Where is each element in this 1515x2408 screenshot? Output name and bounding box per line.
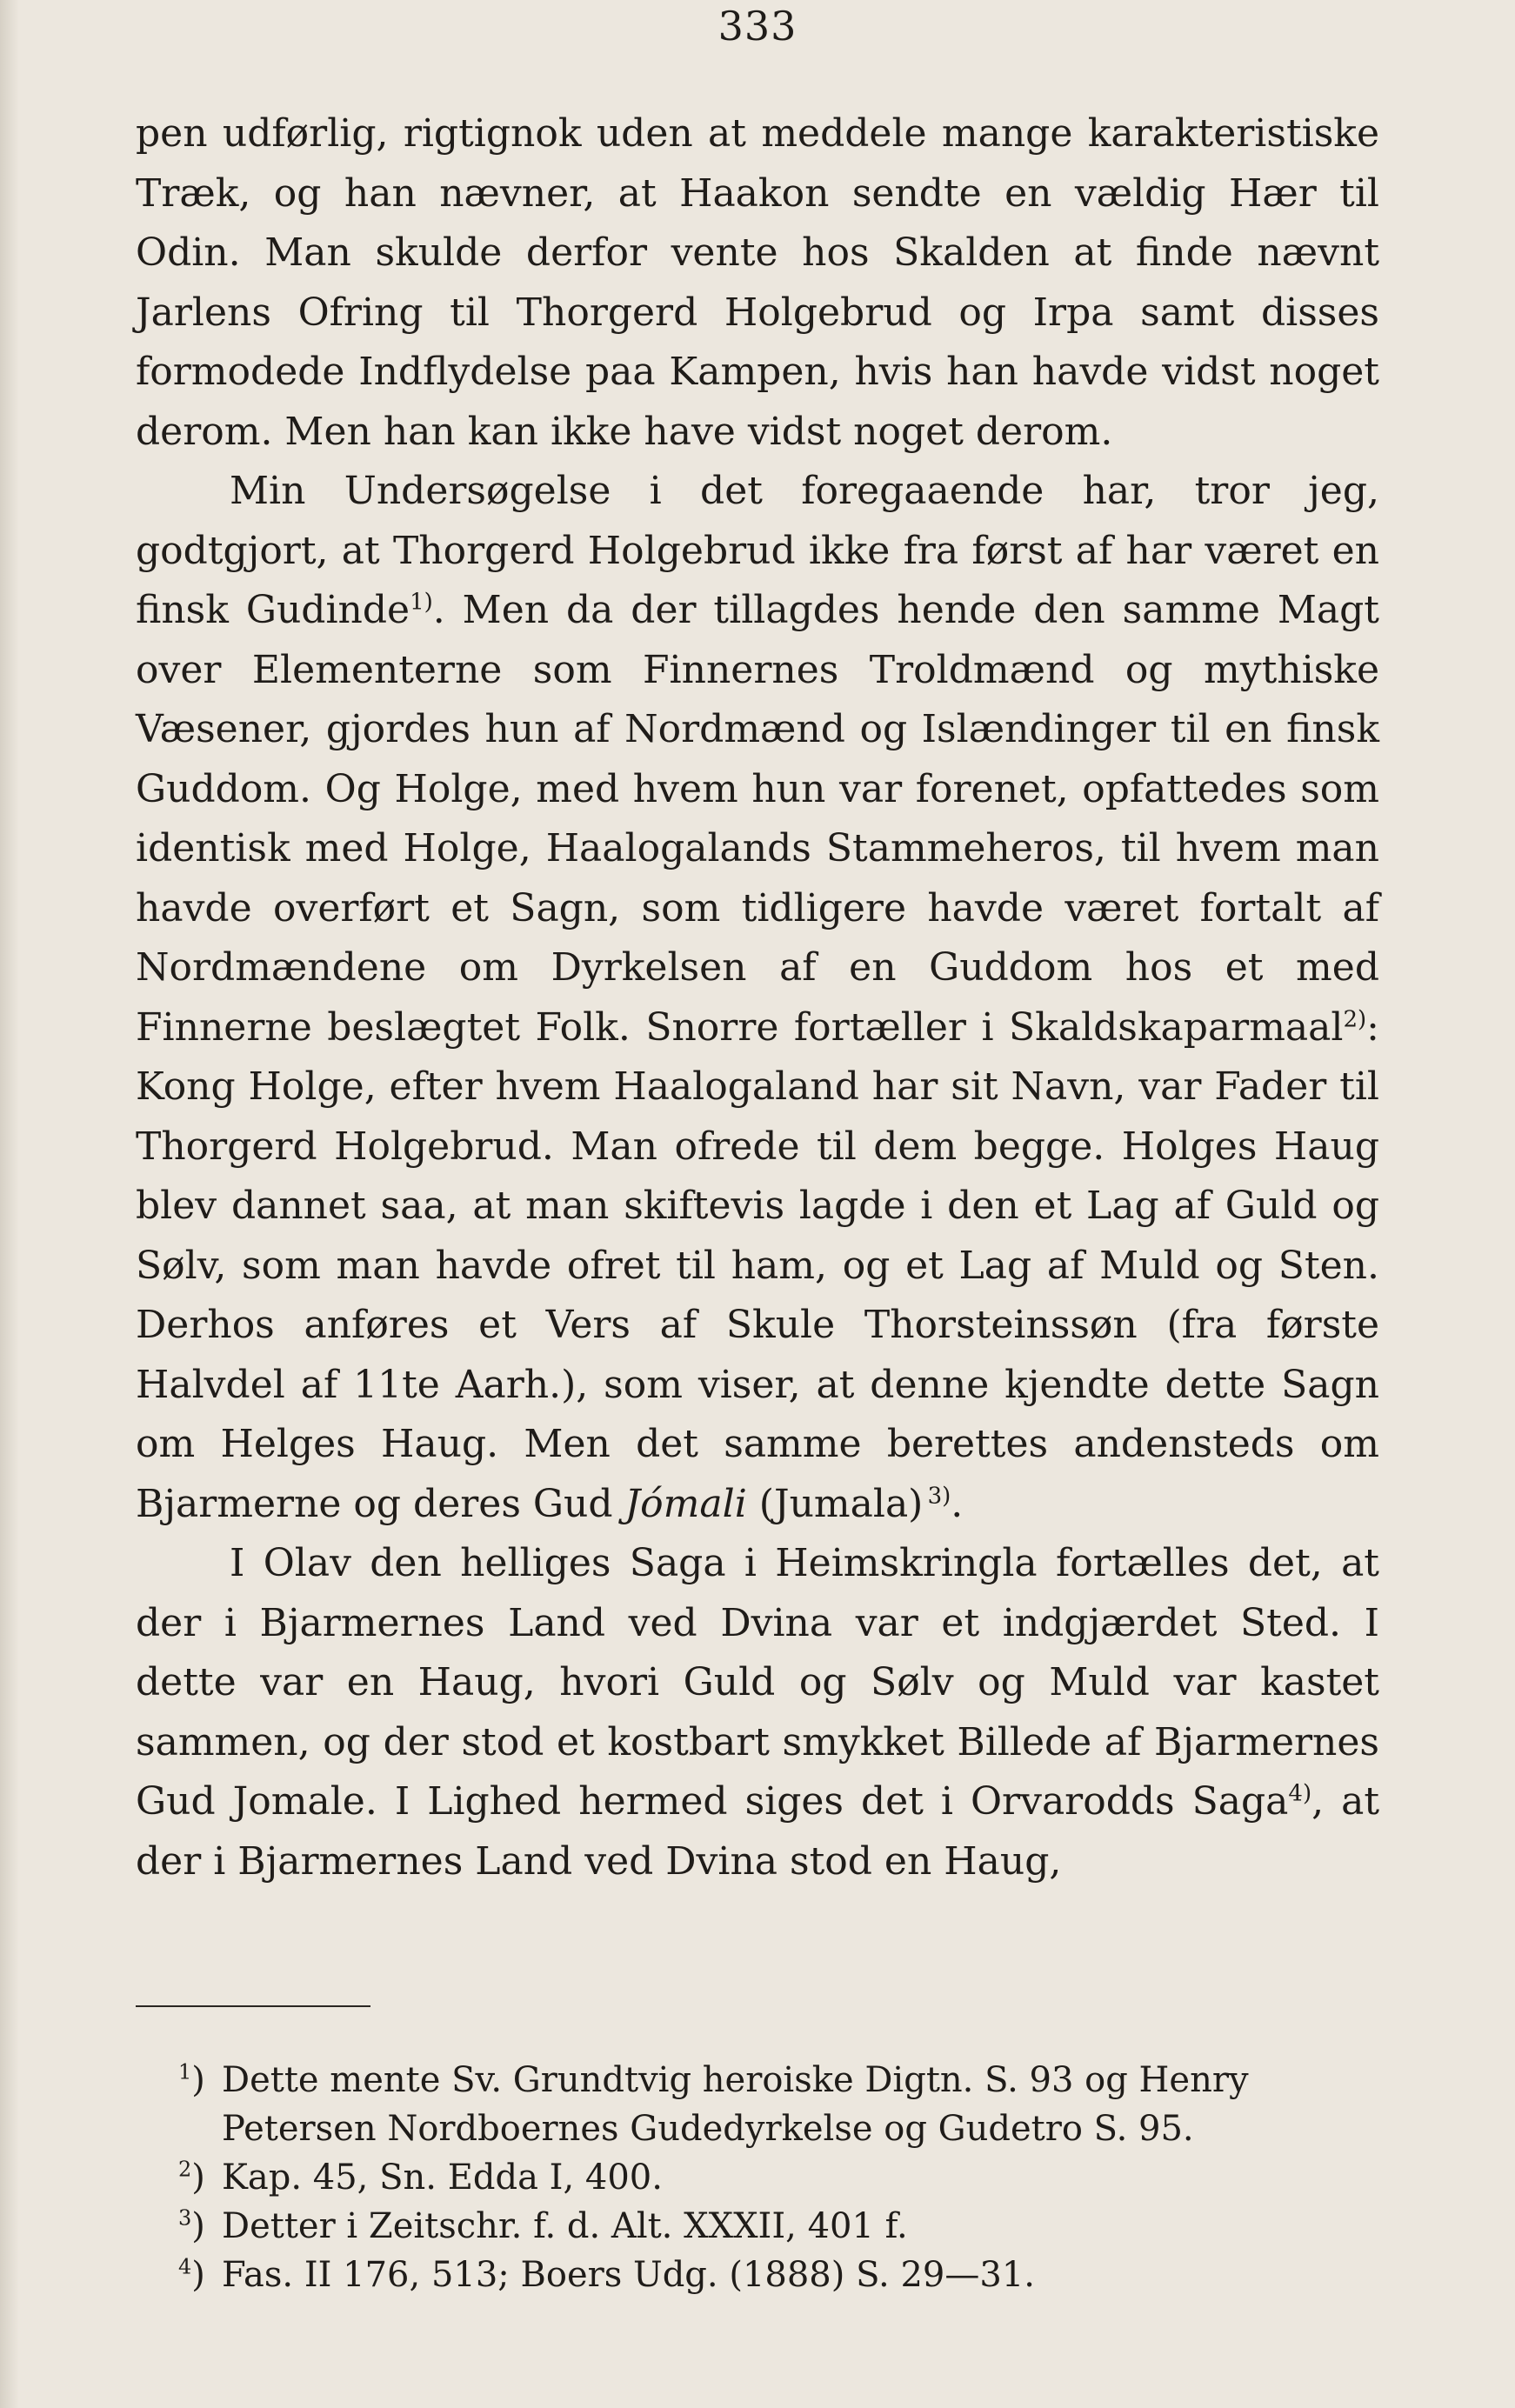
- footnote-text-3: Detter i Zeitschr. f. d. Alt. XXXII, 401 f.: [222, 2206, 908, 2246]
- paragraph-2-part-b: . Men da der tillagdes hende den samme Magt over Elementerne som Finnernes Troldmænd og mythiske Væsener, gjordes hun af Nordmænd og Islændinger til en finsk Guddom. Og Holge, med hvem hun var forenet, opfattedes som identisk med Holge, Haalogalands Stammeheros, til hvem man havde overført et Sagn, som tidligere havde været fortalt af Nordmændene om Dyrkelsen af en Guddom hos et med Finnerne beslægtet Folk. Snorre fortæller i Skaldskaparmaal: [136, 588, 1379, 1050]
- paragraph-2-part-c: : Kong Holge, efter hvem Haalogaland har sit Navn, var Fader til Thorgerd Holgebrud. Man ofrede til dem begge. Holges Haug blev dannet saa, at man skiftevis lagde i den et Lag af Guld og Sølv, som man havde ofret til ham, og et Lag af Muld og Sten. Derhos anføres et Vers af Skule Thorsteinssøn (fra første Halvdel af 11te Aarh.), som viser, at denne kjendte dette Sagn om Helges Haug. Men det samme berettes andensteds om Bjarmerne og deres Gud: [136, 1004, 1379, 1526]
- paragraph-3-part-b: , at der i Bjarmernes Land ved Dvina stod en Haug,: [136, 1779, 1379, 1884]
- footnote-ref-4: 4): [1288, 1780, 1312, 1807]
- paragraph-2: [136, 462, 1379, 1534]
- footnote-4: [178, 2251, 1378, 2299]
- footnote-2: [178, 2153, 1378, 2202]
- footnote-1: [178, 2056, 1378, 2153]
- paragraph-2-part-e: .: [951, 1481, 964, 1526]
- footnote-text-1: Dette mente Sv. Grundtvig heroiske Digtn. S. 93 og Henry Petersen Nordboernes Gudedyrkelse og Gudetro S. 95.: [222, 2060, 1249, 2149]
- footnote-3: [178, 2202, 1378, 2251]
- footnote-ref-1: 1): [410, 589, 433, 616]
- footnotes: [178, 2056, 1378, 2299]
- italic-word-jomali: Jómali: [624, 1481, 747, 1526]
- footnote-mark-2: $^2$): [178, 2157, 205, 2198]
- paragraph-3-part-a: I Olav den helliges Saga i Heimskringla fortælles det, at der i Bjarmernes Land ved Dvina var et indgjærdet Sted. I dette var en Haug, hvori Guld og Sølv og Muld var kastet sammen, og der stod et kostbart smykket Billede af Bjarmernes Gud Jomale. I Lighed hermed siges det i Orvarodds Saga: [136, 1541, 1379, 1824]
- footnote-ref-3: 3): [927, 1482, 951, 1509]
- footnote-mark-4: $^4$): [178, 2254, 205, 2295]
- paragraph-1: pen udførlig, rigtignok uden at meddele mange karakteristiske Træk, og han nævner, at Haakon sendte en vældig Hær til Odin. Man skulde derfor vente hos Skalden at finde nævnt Jarlens Ofring til Thorgerd Holgebrud og Irpa samt disses formodede Indflydelse paa Kampen, hvis han havde vidst noget derom. Men han kan ikke have vidst noget derom.: [136, 111, 1379, 454]
- body-text: [136, 104, 1379, 1891]
- page-number: 333: [717, 3, 798, 50]
- paragraph-3: [136, 1534, 1379, 1891]
- footnote-text-4: Fas. II 176, 513; Boers Udg. (1888) S. 29—31.: [222, 2255, 1035, 2295]
- footnote-text-2: Kap. 45, Sn. Edda I, 400.: [222, 2158, 663, 2198]
- footnote-ref-2: 2): [1343, 1005, 1367, 1032]
- paragraph-2-part-a: Min Undersøgelse i det foregaaende har, tror jeg, godtgjort, at Thorgerd Holgebrud ikke fra først af har været en finsk Gudinde: [136, 469, 1379, 632]
- paragraph-2-part-d: (Jumala): [758, 1481, 924, 1526]
- footnote-separator: [136, 2005, 370, 2007]
- footnote-mark-3: $^3$): [178, 2205, 205, 2246]
- page-edge-shadow: [0, 0, 19, 2408]
- footnote-mark-1: $^1$): [178, 2059, 205, 2100]
